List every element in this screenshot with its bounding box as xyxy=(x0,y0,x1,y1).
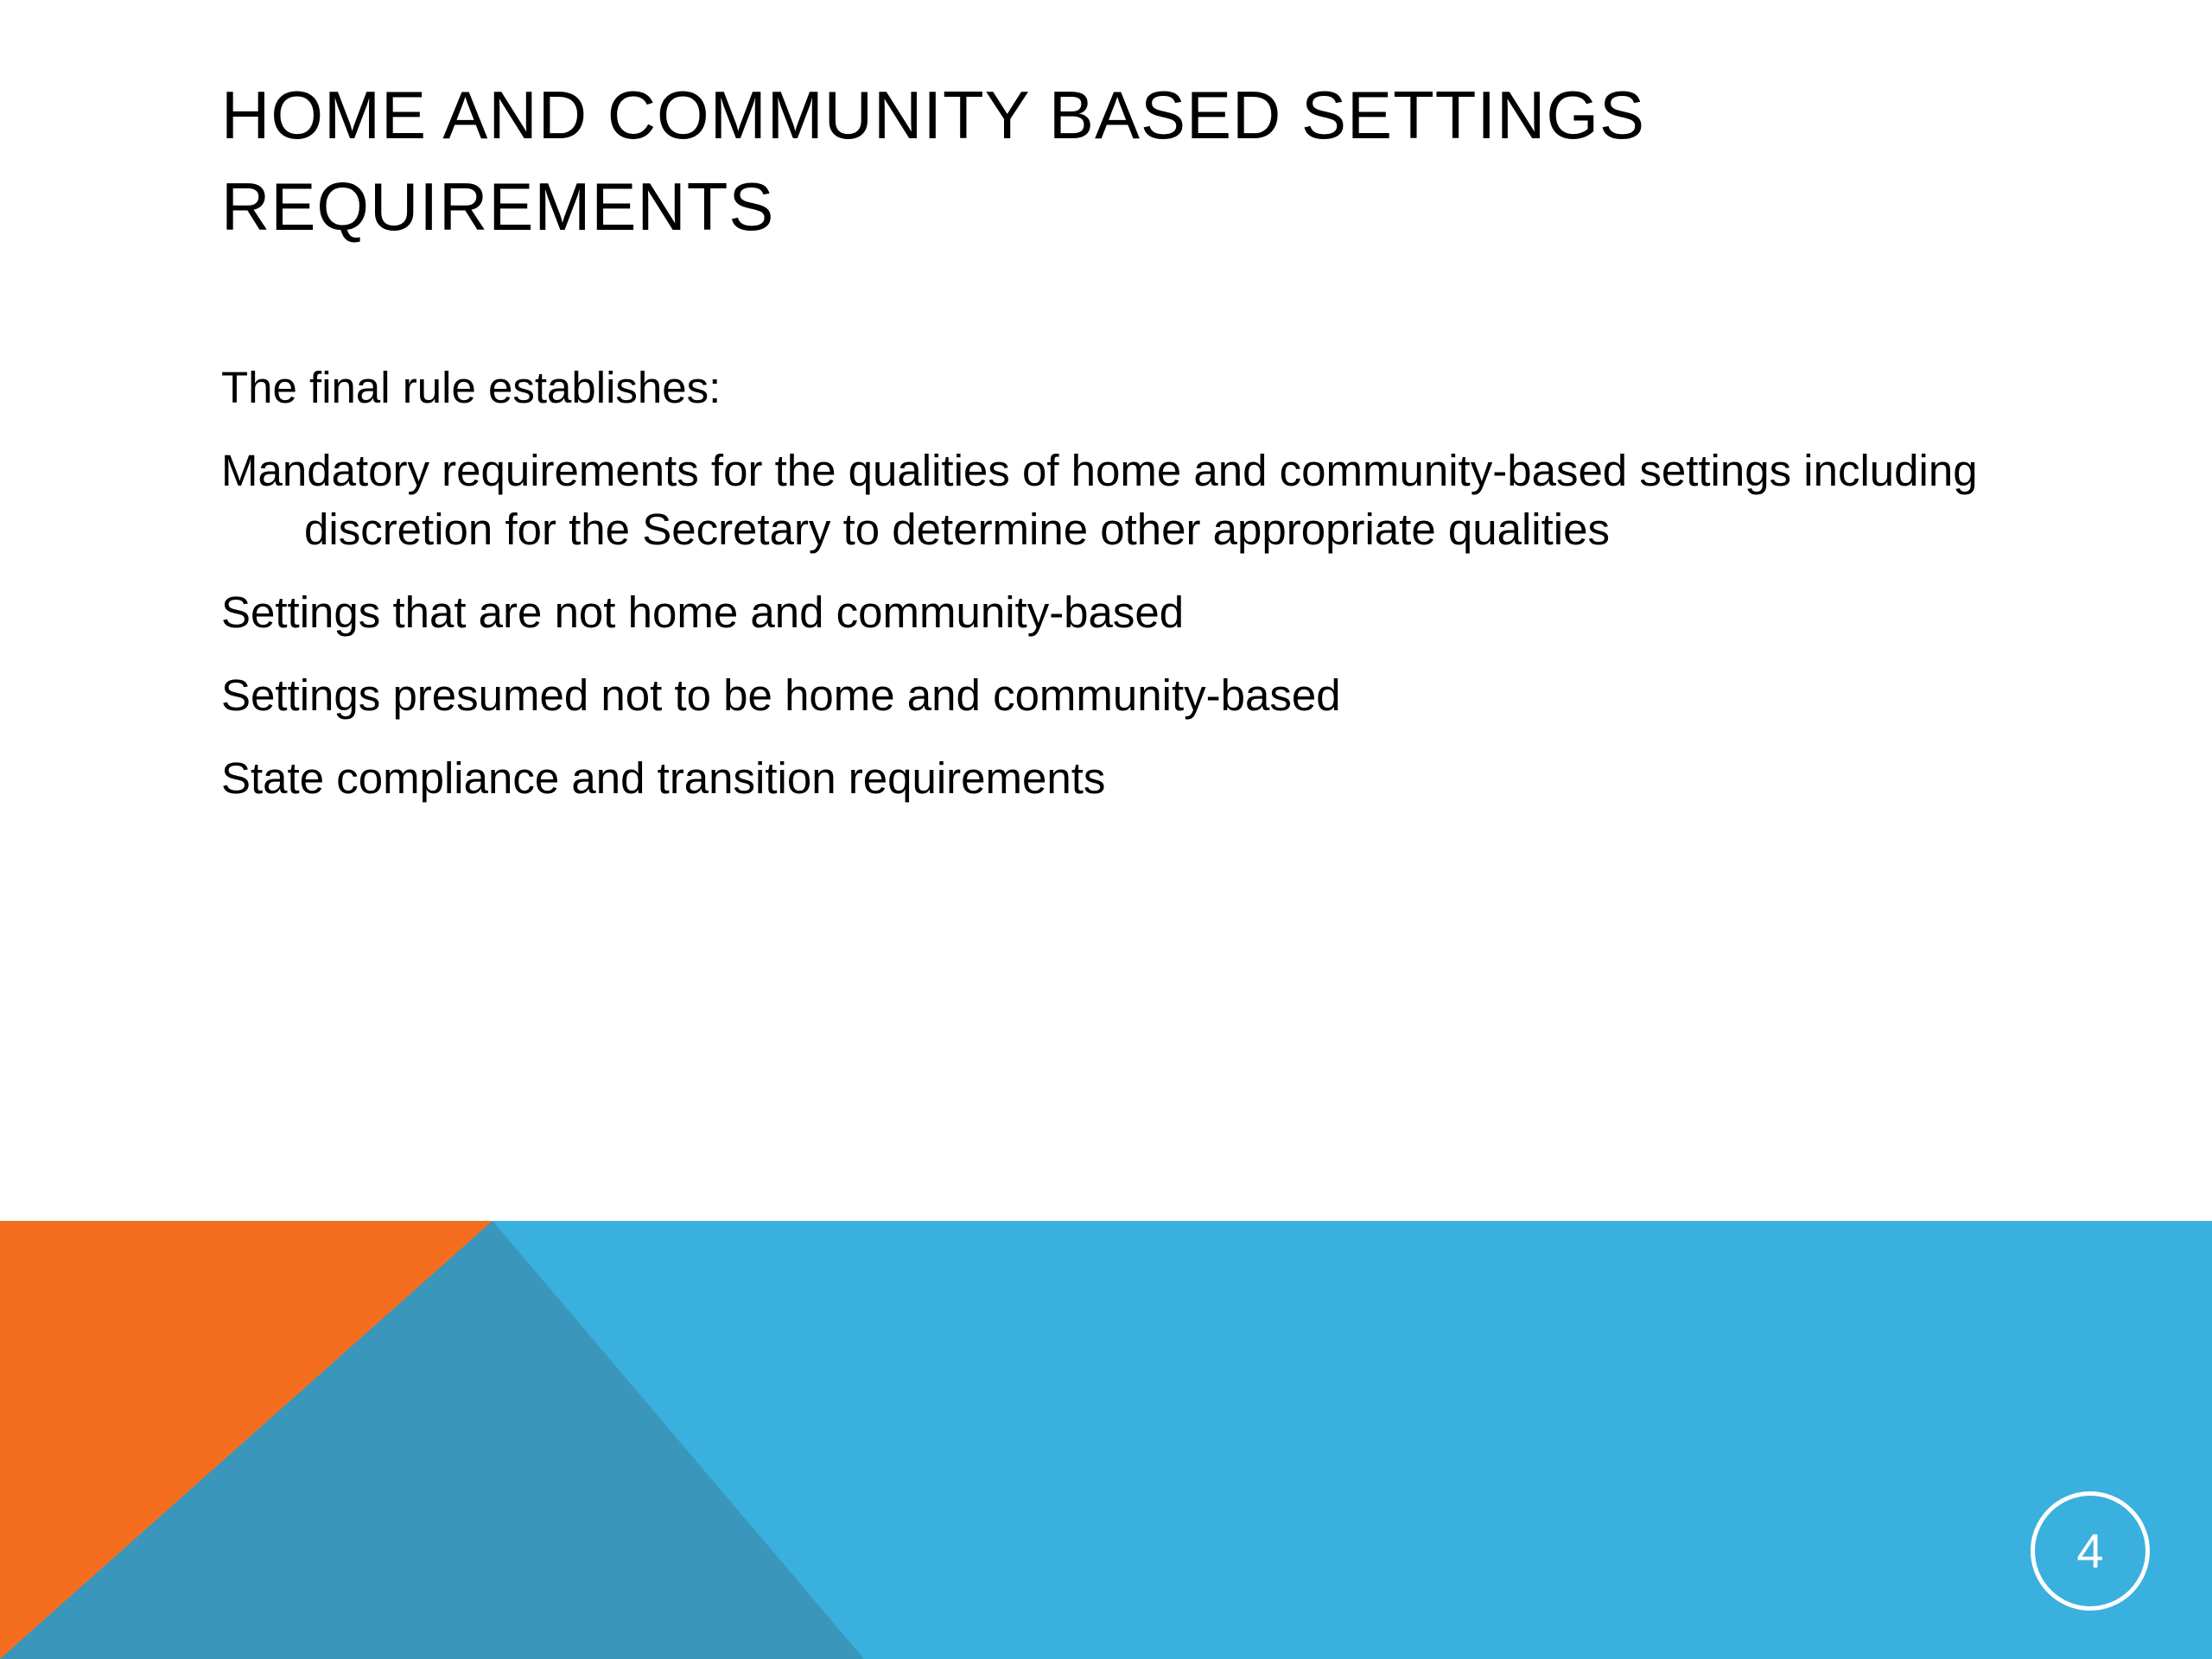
bullet-item: Mandatory requirements for the qualities of home and community-based settings including discretion for the Secretary to determine other appropriate qualities xyxy=(221,446,1978,554)
page-number: 4 xyxy=(2076,1523,2104,1578)
page-number-badge xyxy=(2031,1491,2150,1611)
slide-body xyxy=(221,359,1993,832)
bullet-item: Settings presumed not to be home and community-based xyxy=(221,671,1341,720)
decorative-footer-band xyxy=(0,1221,2212,1659)
bullet-item: State compliance and transition requirements xyxy=(221,753,1106,803)
bullet-item: Settings that are not home and community-based xyxy=(221,588,1185,637)
slide-title: HOME AND COMMUNITY BASED SETTINGS REQUIREMENTS xyxy=(221,77,1646,245)
bullet-item: The final rule establishes: xyxy=(221,363,721,412)
